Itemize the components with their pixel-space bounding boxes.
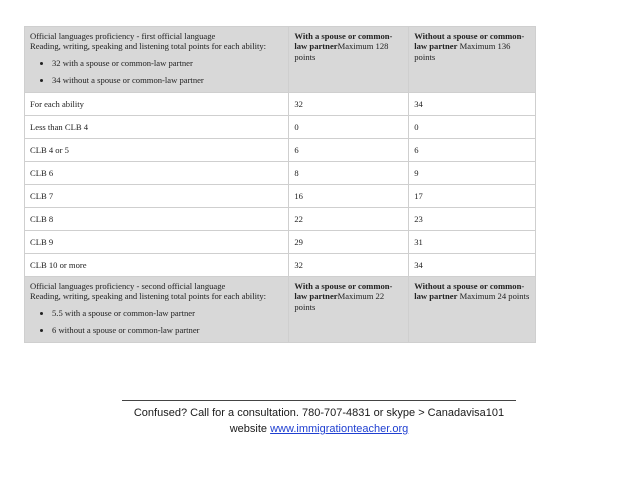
with-spouse-max: Maximum 22 points bbox=[294, 291, 385, 312]
table-row bbox=[25, 138, 536, 161]
without-spouse-value: 23 bbox=[409, 207, 536, 230]
without-spouse-value: 0 bbox=[409, 115, 536, 138]
table-row bbox=[25, 253, 536, 276]
without-spouse-value: 6 bbox=[409, 138, 536, 161]
with-spouse-value: 0 bbox=[289, 115, 409, 138]
second-language-with-spouse-header bbox=[289, 276, 409, 342]
first-language-bullet-list bbox=[30, 58, 283, 86]
row-label: CLB 4 or 5 bbox=[25, 138, 289, 161]
points-table bbox=[24, 26, 536, 343]
table-row bbox=[25, 161, 536, 184]
website-line bbox=[0, 421, 638, 437]
without-spouse-value: 34 bbox=[409, 92, 536, 115]
without-spouse-max: Maximum 24 points bbox=[457, 291, 530, 302]
table-row bbox=[25, 184, 536, 207]
table-row bbox=[25, 230, 536, 253]
first-language-with-spouse-header bbox=[289, 27, 409, 93]
second-language-title: Official languages proficiency - second official language bbox=[30, 280, 226, 291]
second-language-ability-cell bbox=[25, 276, 289, 342]
first-language-without-spouse-header bbox=[409, 27, 536, 93]
row-label: CLB 9 bbox=[25, 230, 289, 253]
without-spouse-max: Maximum 136 points bbox=[414, 41, 511, 62]
bullet-item: • 5.5 with a spouse or common-law partner bbox=[52, 308, 283, 318]
with-spouse-bold: With a spouse or common-law partner bbox=[294, 280, 393, 302]
bullet-item: • 32 with a spouse or common-law partner bbox=[52, 58, 283, 68]
footer-divider bbox=[122, 400, 516, 401]
table-row bbox=[25, 115, 536, 138]
row-label: CLB 8 bbox=[25, 207, 289, 230]
with-spouse-value: 16 bbox=[289, 184, 409, 207]
second-language-bullet-list bbox=[30, 308, 283, 336]
first-language-ability-cell bbox=[25, 27, 289, 93]
with-spouse-value: 8 bbox=[289, 161, 409, 184]
with-spouse-value: 22 bbox=[289, 207, 409, 230]
second-language-header-row bbox=[25, 276, 536, 342]
first-language-header-row bbox=[25, 27, 536, 93]
website-label: website bbox=[229, 423, 271, 435]
bullet-item: • 6 without a spouse or common-law partner bbox=[52, 325, 283, 335]
second-language-without-spouse-header bbox=[409, 276, 536, 342]
footer bbox=[0, 400, 638, 437]
row-label: CLB 6 bbox=[25, 161, 289, 184]
without-spouse-value: 17 bbox=[409, 184, 536, 207]
without-spouse-value: 34 bbox=[409, 253, 536, 276]
without-spouse-bold: Without a spouse or common-law partner bbox=[414, 280, 525, 302]
without-spouse-bold: Without a spouse or common-law partner bbox=[414, 31, 525, 52]
first-language-title: Official languages proficiency - first official language bbox=[30, 31, 216, 41]
with-spouse-value: 6 bbox=[289, 138, 409, 161]
consultation-text: Confused? Call for a consultation. 780-707-4831 or skype > Canadavisa101 bbox=[133, 407, 505, 419]
website-link[interactable]: www.immigrationteacher.org bbox=[270, 423, 409, 435]
row-label: Less than CLB 4 bbox=[25, 115, 289, 138]
with-spouse-value: 32 bbox=[289, 92, 409, 115]
row-label: CLB 7 bbox=[25, 184, 289, 207]
with-spouse-value: 32 bbox=[289, 253, 409, 276]
without-spouse-value: 9 bbox=[409, 161, 536, 184]
with-spouse-value: 29 bbox=[289, 230, 409, 253]
bullet-item: • 34 without a spouse or common-law partner bbox=[52, 75, 283, 85]
row-label: For each ability bbox=[25, 92, 289, 115]
without-spouse-value: 31 bbox=[409, 230, 536, 253]
second-language-desc: Reading, writing, speaking and listening total points for each ability: bbox=[30, 291, 267, 302]
table-row bbox=[25, 207, 536, 230]
table-row bbox=[25, 92, 536, 115]
row-label: CLB 10 or more bbox=[25, 253, 289, 276]
with-spouse-bold: With a spouse or common-law partner bbox=[294, 31, 393, 52]
with-spouse-max: Maximum 128 points bbox=[294, 41, 389, 62]
first-language-desc: Reading, writing, speaking and listening total points for each ability: bbox=[30, 41, 267, 52]
